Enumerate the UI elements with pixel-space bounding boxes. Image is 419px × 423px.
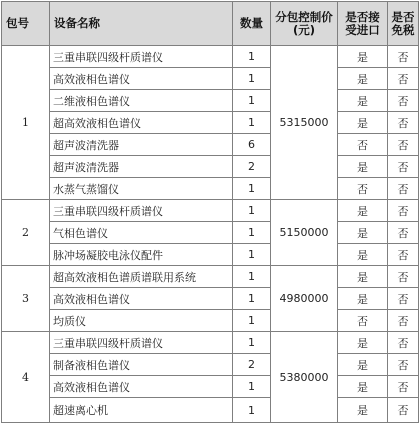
tax-exempt-cell: 否: [388, 222, 419, 244]
tax-exempt-cell: 否: [388, 398, 419, 423]
accept-import-cell: 是: [338, 354, 388, 376]
accept-import-cell: 是: [338, 68, 388, 90]
table-row: [2, 376, 419, 398]
header-accept-import-line1: 是否接: [345, 9, 380, 24]
header-row: [2, 2, 419, 46]
table-row: [2, 156, 419, 178]
header-control-price-line1: 分包控制价: [275, 9, 333, 24]
quantity-cell: 1: [233, 46, 271, 68]
equipment-name-cell: 三重串联四级杆质谱仪: [50, 332, 233, 354]
accept-import-cell: 是: [338, 222, 388, 244]
quantity-cell: 2: [233, 354, 271, 376]
accept-import-cell: 是: [338, 398, 388, 423]
table-row: [2, 398, 419, 423]
tax-exempt-cell: 否: [388, 156, 419, 178]
control-price-cell: 5315000: [271, 46, 338, 200]
quantity-cell: 1: [233, 332, 271, 354]
package-number-cell: 1: [2, 46, 50, 200]
tax-exempt-cell: 否: [388, 266, 419, 288]
procurement-table-container: [1, 1, 419, 423]
equipment-name-cell: 三重串联四级杆质谱仪: [50, 46, 233, 68]
accept-import-cell: 否: [338, 178, 388, 200]
control-price-cell: 4980000: [271, 266, 338, 332]
table-row: [2, 134, 419, 156]
quantity-cell: 1: [233, 310, 271, 332]
package-number-cell: 4: [2, 332, 50, 423]
tax-exempt-cell: 否: [388, 244, 419, 266]
table-row: [2, 222, 419, 244]
accept-import-cell: 是: [338, 46, 388, 68]
package-number-cell: 3: [2, 266, 50, 332]
quantity-cell: 2: [233, 156, 271, 178]
package-number-cell: 2: [2, 200, 50, 266]
accept-import-cell: 是: [338, 90, 388, 112]
accept-import-cell: 是: [338, 112, 388, 134]
tax-exempt-cell: 否: [388, 90, 419, 112]
equipment-name-cell: 超高效液相色谱仪: [50, 112, 233, 134]
header-package: 包号: [2, 2, 50, 46]
equipment-name-cell: 二维液相色谱仪: [50, 90, 233, 112]
header-accept-import-line2: 受进口: [345, 22, 380, 37]
accept-import-cell: 是: [338, 156, 388, 178]
equipment-name-cell: 超声波清洗器: [50, 156, 233, 178]
accept-import-cell: 否: [338, 310, 388, 332]
equipment-name-cell: 高效液相色谱仪: [50, 376, 233, 398]
tax-exempt-cell: 否: [388, 112, 419, 134]
tax-exempt-cell: 否: [388, 68, 419, 90]
accept-import-cell: 是: [338, 332, 388, 354]
quantity-cell: 1: [233, 244, 271, 266]
table-row: [2, 354, 419, 376]
header-tax-exempt-line1: 是否: [391, 9, 415, 24]
header-accept-import: [338, 2, 388, 46]
tax-exempt-cell: 否: [388, 288, 419, 310]
equipment-name-cell: 气相色谱仪: [50, 222, 233, 244]
quantity-cell: 1: [233, 398, 271, 423]
header-tax-exempt-line2: 免税: [391, 22, 415, 37]
quantity-cell: 1: [233, 200, 271, 222]
accept-import-cell: 是: [338, 288, 388, 310]
equipment-name-cell: 超速离心机: [50, 398, 233, 423]
quantity-cell: 1: [233, 90, 271, 112]
accept-import-cell: 否: [338, 134, 388, 156]
header-quantity: 数量: [233, 2, 271, 46]
table-header: [2, 2, 419, 46]
equipment-name-cell: 制备液相色谱仪: [50, 354, 233, 376]
control-price-cell: 5380000: [271, 332, 338, 423]
quantity-cell: 6: [233, 134, 271, 156]
quantity-cell: 1: [233, 222, 271, 244]
accept-import-cell: 是: [338, 266, 388, 288]
equipment-name-cell: 均质仪: [50, 310, 233, 332]
accept-import-cell: 是: [338, 376, 388, 398]
accept-import-cell: 是: [338, 244, 388, 266]
equipment-name-cell: 脉冲场凝胶电泳仪配件: [50, 244, 233, 266]
table-row: [2, 90, 419, 112]
accept-import-cell: 是: [338, 200, 388, 222]
tax-exempt-cell: 否: [388, 46, 419, 68]
tax-exempt-cell: 否: [388, 310, 419, 332]
table-row: [2, 112, 419, 134]
tax-exempt-cell: 否: [388, 178, 419, 200]
tax-exempt-cell: 否: [388, 332, 419, 354]
equipment-name-cell: 超高效液相色谱质谱联用系统: [50, 266, 233, 288]
header-equipment-name: 设备名称: [50, 2, 233, 46]
tax-exempt-cell: 否: [388, 354, 419, 376]
table-row: [2, 46, 419, 68]
quantity-cell: 1: [233, 178, 271, 200]
header-tax-exempt: [388, 2, 419, 46]
procurement-table: [1, 1, 419, 423]
table-row: [2, 310, 419, 332]
quantity-cell: 1: [233, 288, 271, 310]
equipment-name-cell: 水蒸气蒸馏仪: [50, 178, 233, 200]
table-body: [2, 46, 419, 423]
header-control-price-line2: (元): [292, 22, 315, 37]
tax-exempt-cell: 否: [388, 200, 419, 222]
equipment-name-cell: 高效液相色谱仪: [50, 288, 233, 310]
control-price-cell: 5150000: [271, 200, 338, 266]
table-row: [2, 266, 419, 288]
table-row: [2, 332, 419, 354]
quantity-cell: 1: [233, 68, 271, 90]
tax-exempt-cell: 否: [388, 134, 419, 156]
table-row: [2, 68, 419, 90]
equipment-name-cell: 高效液相色谱仪: [50, 68, 233, 90]
table-row: [2, 288, 419, 310]
quantity-cell: 1: [233, 112, 271, 134]
equipment-name-cell: 超声波清洗器: [50, 134, 233, 156]
table-row: [2, 200, 419, 222]
equipment-name-cell: 三重串联四级杆质谱仪: [50, 200, 233, 222]
tax-exempt-cell: 否: [388, 376, 419, 398]
quantity-cell: 1: [233, 266, 271, 288]
table-row: [2, 178, 419, 200]
header-control-price: [271, 2, 338, 46]
quantity-cell: 1: [233, 376, 271, 398]
table-row: [2, 244, 419, 266]
